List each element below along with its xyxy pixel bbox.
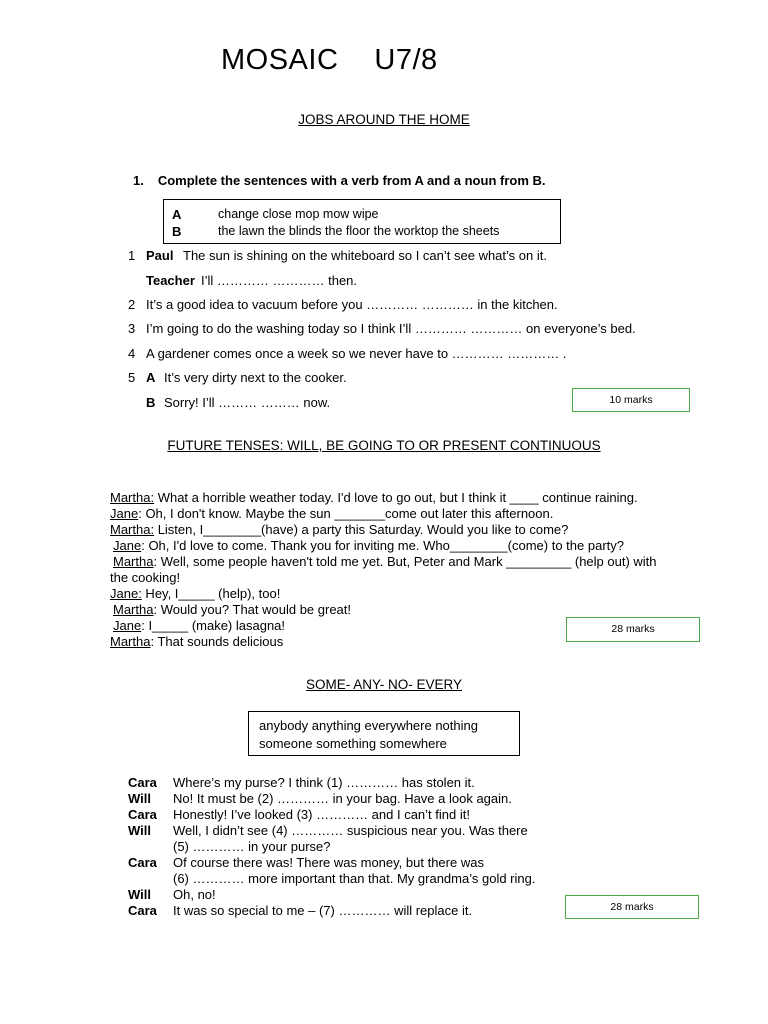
dialogue-text: Oh, I'd love to come. Thank you for inviting me. Who________(come) to the party? — [144, 538, 624, 553]
section2-heading: FUTURE TENSES: WILL, BE GOING TO OR PRESENT CONTINUOUS — [167, 438, 601, 453]
speaker-name: Martha: — [110, 522, 155, 537]
dialogue-text: Well, I didn’t see (4) ………… suspicious near you. Was there — [173, 823, 528, 838]
item-text: It’s a good idea to vacuum before you ………… ………… in the kitchen. — [146, 297, 558, 312]
dialogue-line — [110, 490, 638, 505]
dialogue-line — [113, 554, 657, 569]
label-b: B — [172, 224, 182, 239]
item-text: I’ll ………… ………… then. — [201, 273, 358, 288]
speaker-name: Martha — [110, 634, 151, 649]
verbs-a: change close mop mow wipe — [218, 207, 379, 221]
title-right: U7/8 — [374, 44, 438, 76]
dialogue-text: (5) ………… in your purse? — [173, 839, 331, 854]
item-text: I’m going to do the washing today so I think I’ll ………… ………… on everyone’s bed. — [146, 321, 636, 336]
nouns-b: the lawn the blinds the floor the worktop the sheets — [218, 224, 500, 238]
word-box-ab — [163, 199, 561, 244]
dialogue-text: I_____ (make) lasagna! — [144, 618, 286, 633]
dialogue-text: Listen, I________(have) a party this Saturday. Would you like to come? — [154, 522, 569, 537]
label-a: A — [172, 207, 182, 222]
dialogue-text: It was so special to me – (7) ………… will replace it. — [173, 903, 473, 918]
dialogue-line — [110, 522, 568, 537]
speaker-name: Martha — [113, 602, 154, 617]
speaker-label: Cara — [128, 903, 157, 918]
speaker-sep: : — [153, 602, 158, 617]
item-number: 5 — [128, 370, 136, 385]
dialogue-line — [113, 538, 624, 553]
speaker-label: Will — [128, 791, 151, 806]
item-number: 3 — [128, 321, 136, 336]
speaker-sep: : — [141, 618, 145, 633]
item-number: 2 — [128, 297, 136, 312]
pronouns-line-2: someone something somewhere — [259, 736, 447, 751]
item-number: 4 — [128, 346, 136, 361]
dialogue-line — [110, 570, 180, 585]
speaker-label: Cara — [128, 807, 157, 822]
dialogue-text: Hey, I_____ (help), too! — [141, 586, 281, 601]
speaker-name: Jane — [110, 506, 139, 521]
speaker-label: Teacher — [146, 273, 195, 288]
title-left: MOSAIC — [221, 44, 339, 76]
speaker-name: Jane — [113, 618, 142, 633]
dialogue-text: That sounds delicious — [154, 634, 284, 649]
dialogue-line — [113, 602, 351, 617]
speaker-label: Cara — [128, 775, 157, 790]
item-number: 1 — [128, 248, 136, 263]
dialogue-line — [110, 586, 280, 601]
pronouns-line-1: anybody anything everywhere nothing — [259, 718, 478, 733]
item-text: Sorry! I’ll ……… ……… now. — [164, 395, 331, 410]
dialogue-line — [110, 506, 553, 521]
speaker-label: Will — [128, 887, 151, 902]
instruction-number: 1. — [133, 173, 144, 188]
speaker-sep: : — [153, 554, 158, 569]
speaker-label: A — [146, 370, 156, 385]
dialogue-text: Well, some people haven't told me yet. But, Peter and Mark _________ (help out) with — [157, 554, 657, 569]
marks-box-section3: 28 marks — [565, 895, 699, 919]
dialogue-text: Of course there was! There was money, but there was — [173, 855, 484, 870]
page-title — [221, 44, 438, 77]
dialogue-line — [110, 634, 283, 649]
section1-instruction — [133, 173, 546, 188]
dialogue-text: Honestly! I’ve looked (3) ………… and I can’t find it! — [173, 807, 470, 822]
speaker-name: Martha: — [110, 490, 155, 505]
dialogue-text: the cooking! — [110, 570, 181, 585]
section1-heading: JOBS AROUND THE HOME — [298, 112, 470, 127]
dialogue-text: (6) ………… more important than that. My grandma’s gold ring. — [173, 871, 536, 886]
instruction-text: Complete the sentences with a verb from A and a noun from B. — [157, 173, 546, 188]
speaker-sep: : — [141, 538, 145, 553]
speaker-label: Paul — [146, 248, 174, 263]
section3-heading: SOME- ANY- NO- EVERY — [305, 677, 463, 692]
dialogue-text: Oh, I don't know. Maybe the sun _______come out later this afternoon. — [141, 506, 554, 521]
item-text: The sun is shining on the whiteboard so I can’t see what’s on it. — [183, 248, 547, 263]
word-box-pronouns — [248, 711, 520, 756]
speaker-sep: : — [138, 506, 142, 521]
speaker-sep: : — [150, 634, 155, 649]
speaker-label: B — [146, 395, 156, 410]
dialogue-text: What a horrible weather today. I'd love to go out, but I think it ____ continue raining. — [154, 490, 638, 505]
item-text: It’s very dirty next to the cooker. — [164, 370, 347, 385]
marks-box-section2: 28 marks — [566, 617, 700, 642]
marks-box-section1: 10 marks — [572, 388, 690, 412]
speaker-name: Jane — [113, 538, 142, 553]
dialogue-line — [113, 618, 285, 633]
speaker-name: Martha — [113, 554, 154, 569]
item-text: A gardener comes once a week so we never have to ………… ………… . — [146, 346, 567, 361]
dialogue-text: Where’s my purse? I think (1) ………… has stolen it. — [173, 775, 475, 790]
speaker-name: Jane: — [110, 586, 142, 601]
speaker-label: Will — [128, 823, 151, 838]
dialogue-text: No! It must be (2) ………… in your bag. Have a look again. — [173, 791, 512, 806]
dialogue-text: Oh, no! — [173, 887, 216, 902]
speaker-label: Cara — [128, 855, 157, 870]
dialogue-text: Would you? That would be great! — [157, 602, 352, 617]
